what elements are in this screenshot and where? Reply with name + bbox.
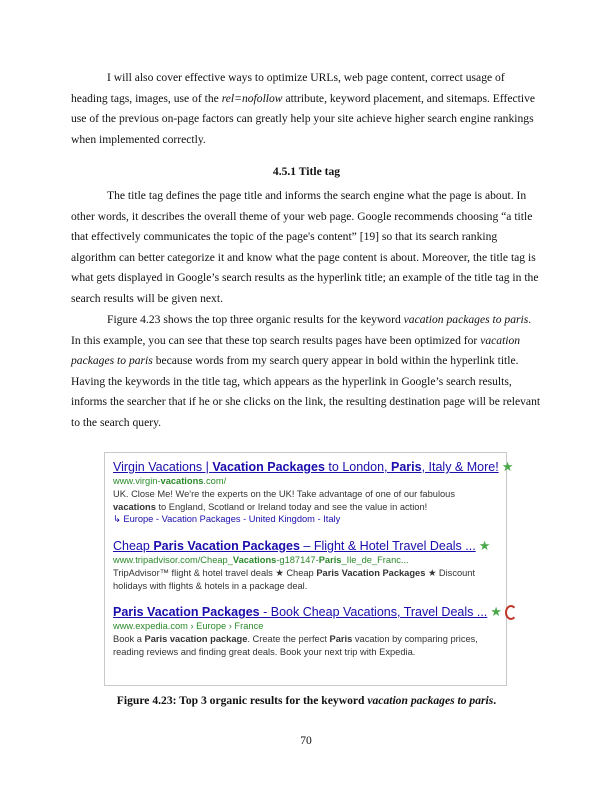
paragraph-figure-description <box>71 310 542 434</box>
page-number: 70 <box>300 734 312 747</box>
result-snippet: UK. Close Me! We're the experts on the UK! Take advantage of one of our fabulous vacations to England, Scotland or Ireland today and see the value in action! <box>113 489 456 512</box>
result-snippet: Book a Paris vacation package. Create the perfect Paris vacation by comparing prices, reading reviews and finding great deals. Book your next trip with Expedia. <box>113 634 478 657</box>
result-url: www.expedia.com › Europe › France <box>113 621 264 632</box>
paragraph-intro <box>71 68 542 150</box>
result-title-link[interactable]: Paris Vacation Packages - Book Cheap Vacations, Travel Deals ... ★ <box>113 604 498 620</box>
star-icon[interactable]: ★ <box>478 538 491 553</box>
emphasis-rel-nofollow: rel=nofollow <box>221 91 283 105</box>
text-run: because words from my search query appear in bold within the hyperlink title. Having the keywords in the title tag, which appears as the hyperlink in Google’s search results, informs the searcher that if he or she clicks on the link, the resulting destination page will be relevant to the search query. <box>71 354 541 429</box>
text-run: Figure 4.23 shows the top three organic results for the keyword <box>107 313 404 326</box>
result-url: www.virgin-vacations.com/ <box>113 476 227 486</box>
text-run: I will also cover effective ways to optimize URLs, web page content, correct usage of heading tags, images, use of the <box>71 71 505 105</box>
result-snippet: TripAdvisor™ flight & hotel travel deals ★ Cheap Paris Vacation Packages ★ Discount holidays with flights & hotels in a package deal. <box>113 568 476 591</box>
text-run: . In this example, you can see that these top search results pages have been optimized for <box>71 313 532 347</box>
emphasis-keyword: vacation packages to paris <box>71 333 521 368</box>
search-result-1 <box>113 459 514 526</box>
search-results-figure <box>104 452 514 686</box>
result-title-link[interactable]: Virgin Vacations | Vacation Packages to London, Paris, Italy & More! ★ <box>113 459 514 474</box>
text-run: attribute, keyword placement, and sitemaps. Effective use of the previous on-page factors can greatly help your site achieve higher search engine rankings when implemented correctly. <box>71 91 536 146</box>
loading-circle-icon <box>505 605 517 620</box>
search-result-3 <box>113 604 502 658</box>
star-icon[interactable]: ★ <box>490 604 502 619</box>
paragraph-title-tag: The title tag defines the page title and informs the search engine what the page is about. In other words, it describes the overall theme of your web page. Google recommends choosing “a title that effectively communicates the topic of the page's content” [19] so that its search ranking algorithm can better categorize it and know what the page content is about. Moreover, the title tag is what gets displayed in Google’s search results as the hyperlink title; an example of the title tag in the search results will be given next. <box>71 189 539 305</box>
section-heading: 4.5.1 Title tag <box>272 165 341 178</box>
figure-caption: Figure 4.23: Top 3 organic results for the keyword vacation packages to paris. <box>116 694 497 707</box>
result-sitelinks[interactable]: ↳ Europe - Vacation Packages - United Kingdom - Italy <box>113 514 341 524</box>
search-result-2 <box>113 538 498 592</box>
star-icon[interactable]: ★ <box>501 459 514 474</box>
result-title-link[interactable]: Cheap Paris Vacation Packages – Flight & Hotel Travel Deals ... ★ <box>113 538 491 553</box>
emphasis-keyword: vacation packages to paris <box>403 313 529 326</box>
result-url: www.tripadvisor.com/Cheap_Vacations-g187147-Paris_Ile_de_Franc... <box>113 555 409 565</box>
